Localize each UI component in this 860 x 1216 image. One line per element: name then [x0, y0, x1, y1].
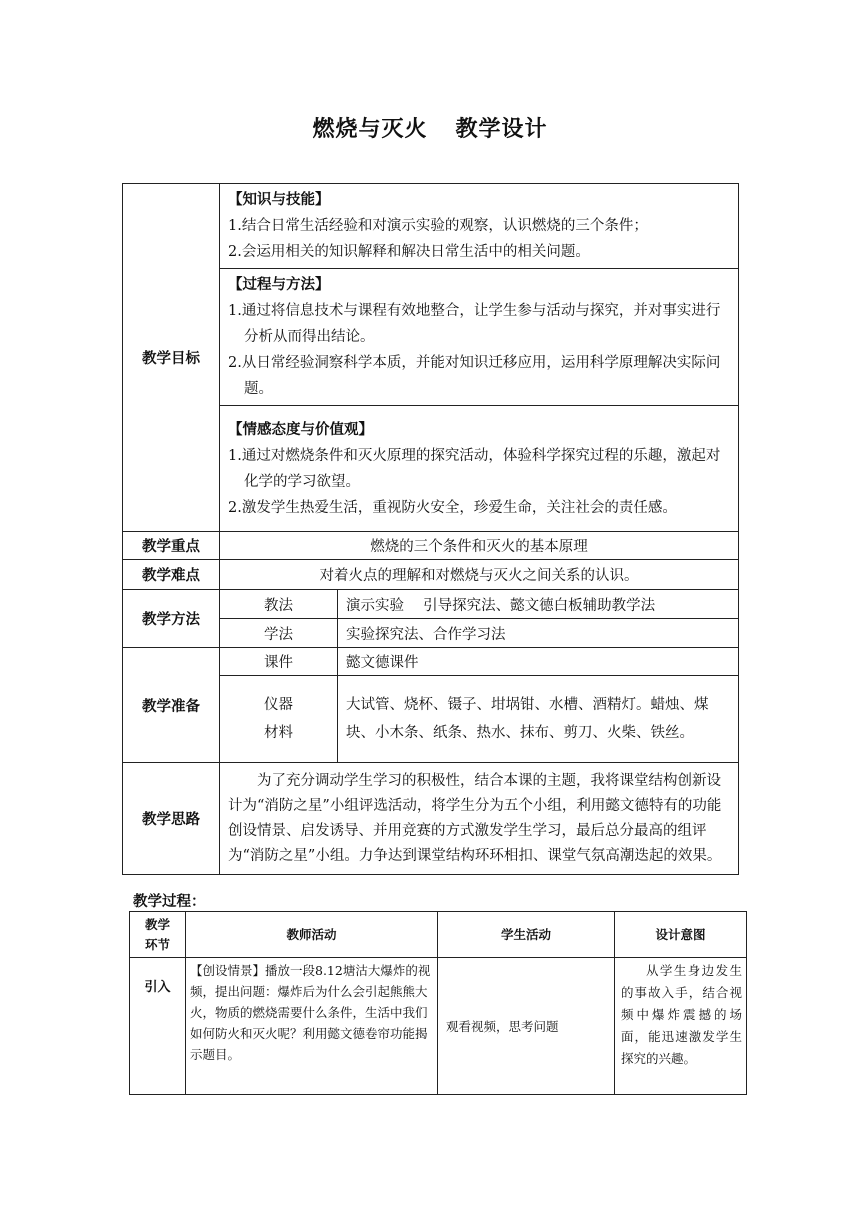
page-title [0, 112, 860, 143]
objectives-label: 教学目标 [123, 184, 220, 532]
student-activity-cell: 观看视频，思考问题 [438, 958, 615, 1095]
objective-item: 1.通过将信息技术与课程有效地整合，让学生参与活动与探究，并对事实进行分析从而得出结论。 [228, 303, 721, 345]
objective-section-knowledge [220, 184, 739, 269]
difficulties-value: 对着火点的理解和对燃烧与灭火之间关系的认识。 [220, 560, 739, 590]
methods-label: 教学方法 [123, 590, 220, 648]
intent-header: 设计意图 [615, 912, 747, 958]
preparation-value: 懿文德课件 [338, 648, 739, 676]
title-topic: 燃烧与灭火 [312, 117, 428, 142]
title-subtitle: 教学设计 [455, 117, 548, 142]
objective-item: 2.从日常经验洞察科学本质，并能对知识迁移应用，运用科学原理解决实际问题。 [228, 355, 721, 397]
preparation-sub-label [220, 676, 338, 763]
section-heading: 【情感态度与价值观】 [228, 421, 373, 438]
lesson-plan-table [122, 183, 739, 875]
sub-label-line: 仪器 [264, 697, 293, 713]
methods-value: 实验探究法、合作学习法 [338, 619, 739, 648]
phase-header [130, 912, 186, 958]
teaching-process-table [129, 911, 747, 1095]
methods-sub-label: 教法 [220, 590, 338, 619]
preparation-label: 教学准备 [123, 648, 220, 763]
section-heading: 【知识与技能】 [228, 192, 330, 208]
teacher-activity-cell: 【创设情景】播放一段8.12塘沽大爆炸的视频，提出问题：爆炸后为什么会引起熊熊大火，物质的燃烧需要什么条件，生活中我们如何防火和灭火呢？利用懿文德卷帘功能揭示题目。 [186, 958, 438, 1095]
process-section-label: 教学过程： [133, 894, 206, 910]
phase-cell: 引入 [130, 958, 186, 1095]
objective-item: 2.激发学生热爱生活，重视防火安全，珍爱生命，关注社会的责任感。 [228, 499, 677, 516]
ideas-value: 为了充分调动学生学习的积极性，结合本课的主题，我将课堂结构创新设计为“消防之星”小组评选活动，将学生分为五个小组，利用懿文德特有的功能创设情景、启发诱导、并用竞赛的方式激发学生学习，最后总分最高的组评为“消防之星”小组。力争达到课堂结构环环相扣、课堂气氛高潮迭起的效果。 [220, 763, 739, 875]
objective-item: 2.会运用相关的知识解释和解决日常生活中的相关问题。 [228, 244, 590, 260]
key-points-label: 教学重点 [123, 532, 220, 560]
objective-section-process [220, 269, 739, 406]
ideas-label: 教学思路 [123, 763, 220, 875]
preparation-value: 大试管、烧杯、镊子、坩埚钳、水槽、酒精灯。蜡烛、煤块、小木条、纸条、热水、抹布、剪刀、火柴、铁丝。 [338, 676, 739, 763]
preparation-sub-label: 课件 [220, 648, 338, 676]
methods-sub-label: 学法 [220, 619, 338, 648]
key-points-value: 燃烧的三个条件和灭火的基本原理 [220, 532, 739, 560]
difficulties-label: 教学难点 [123, 560, 220, 590]
section-heading: 【过程与方法】 [228, 277, 330, 293]
objective-section-attitude [220, 406, 739, 532]
objective-item: 1.通过对燃烧条件和灭火原理的探究活动，体验科学探究过程的乐趣，激起对化学的学习欲望。 [228, 447, 721, 490]
sub-label-line: 材料 [264, 725, 293, 741]
teacher-header: 教师活动 [186, 912, 438, 958]
objective-item: 1.结合日常生活经验和对演示实验的观察，认识燃烧的三个条件； [228, 218, 648, 234]
design-intent-cell: 从学生身边发生的事故入手，结合视频中爆炸震撼的场面，能迅速激发学生探究的兴趣。 [615, 958, 747, 1095]
student-header: 学生活动 [438, 912, 615, 958]
methods-value: 演示实验 引导探究法、懿文德白板辅助教学法 [338, 590, 739, 619]
phase-header-line: 环节 [144, 936, 170, 952]
phase-header-line: 教学 [144, 916, 170, 932]
